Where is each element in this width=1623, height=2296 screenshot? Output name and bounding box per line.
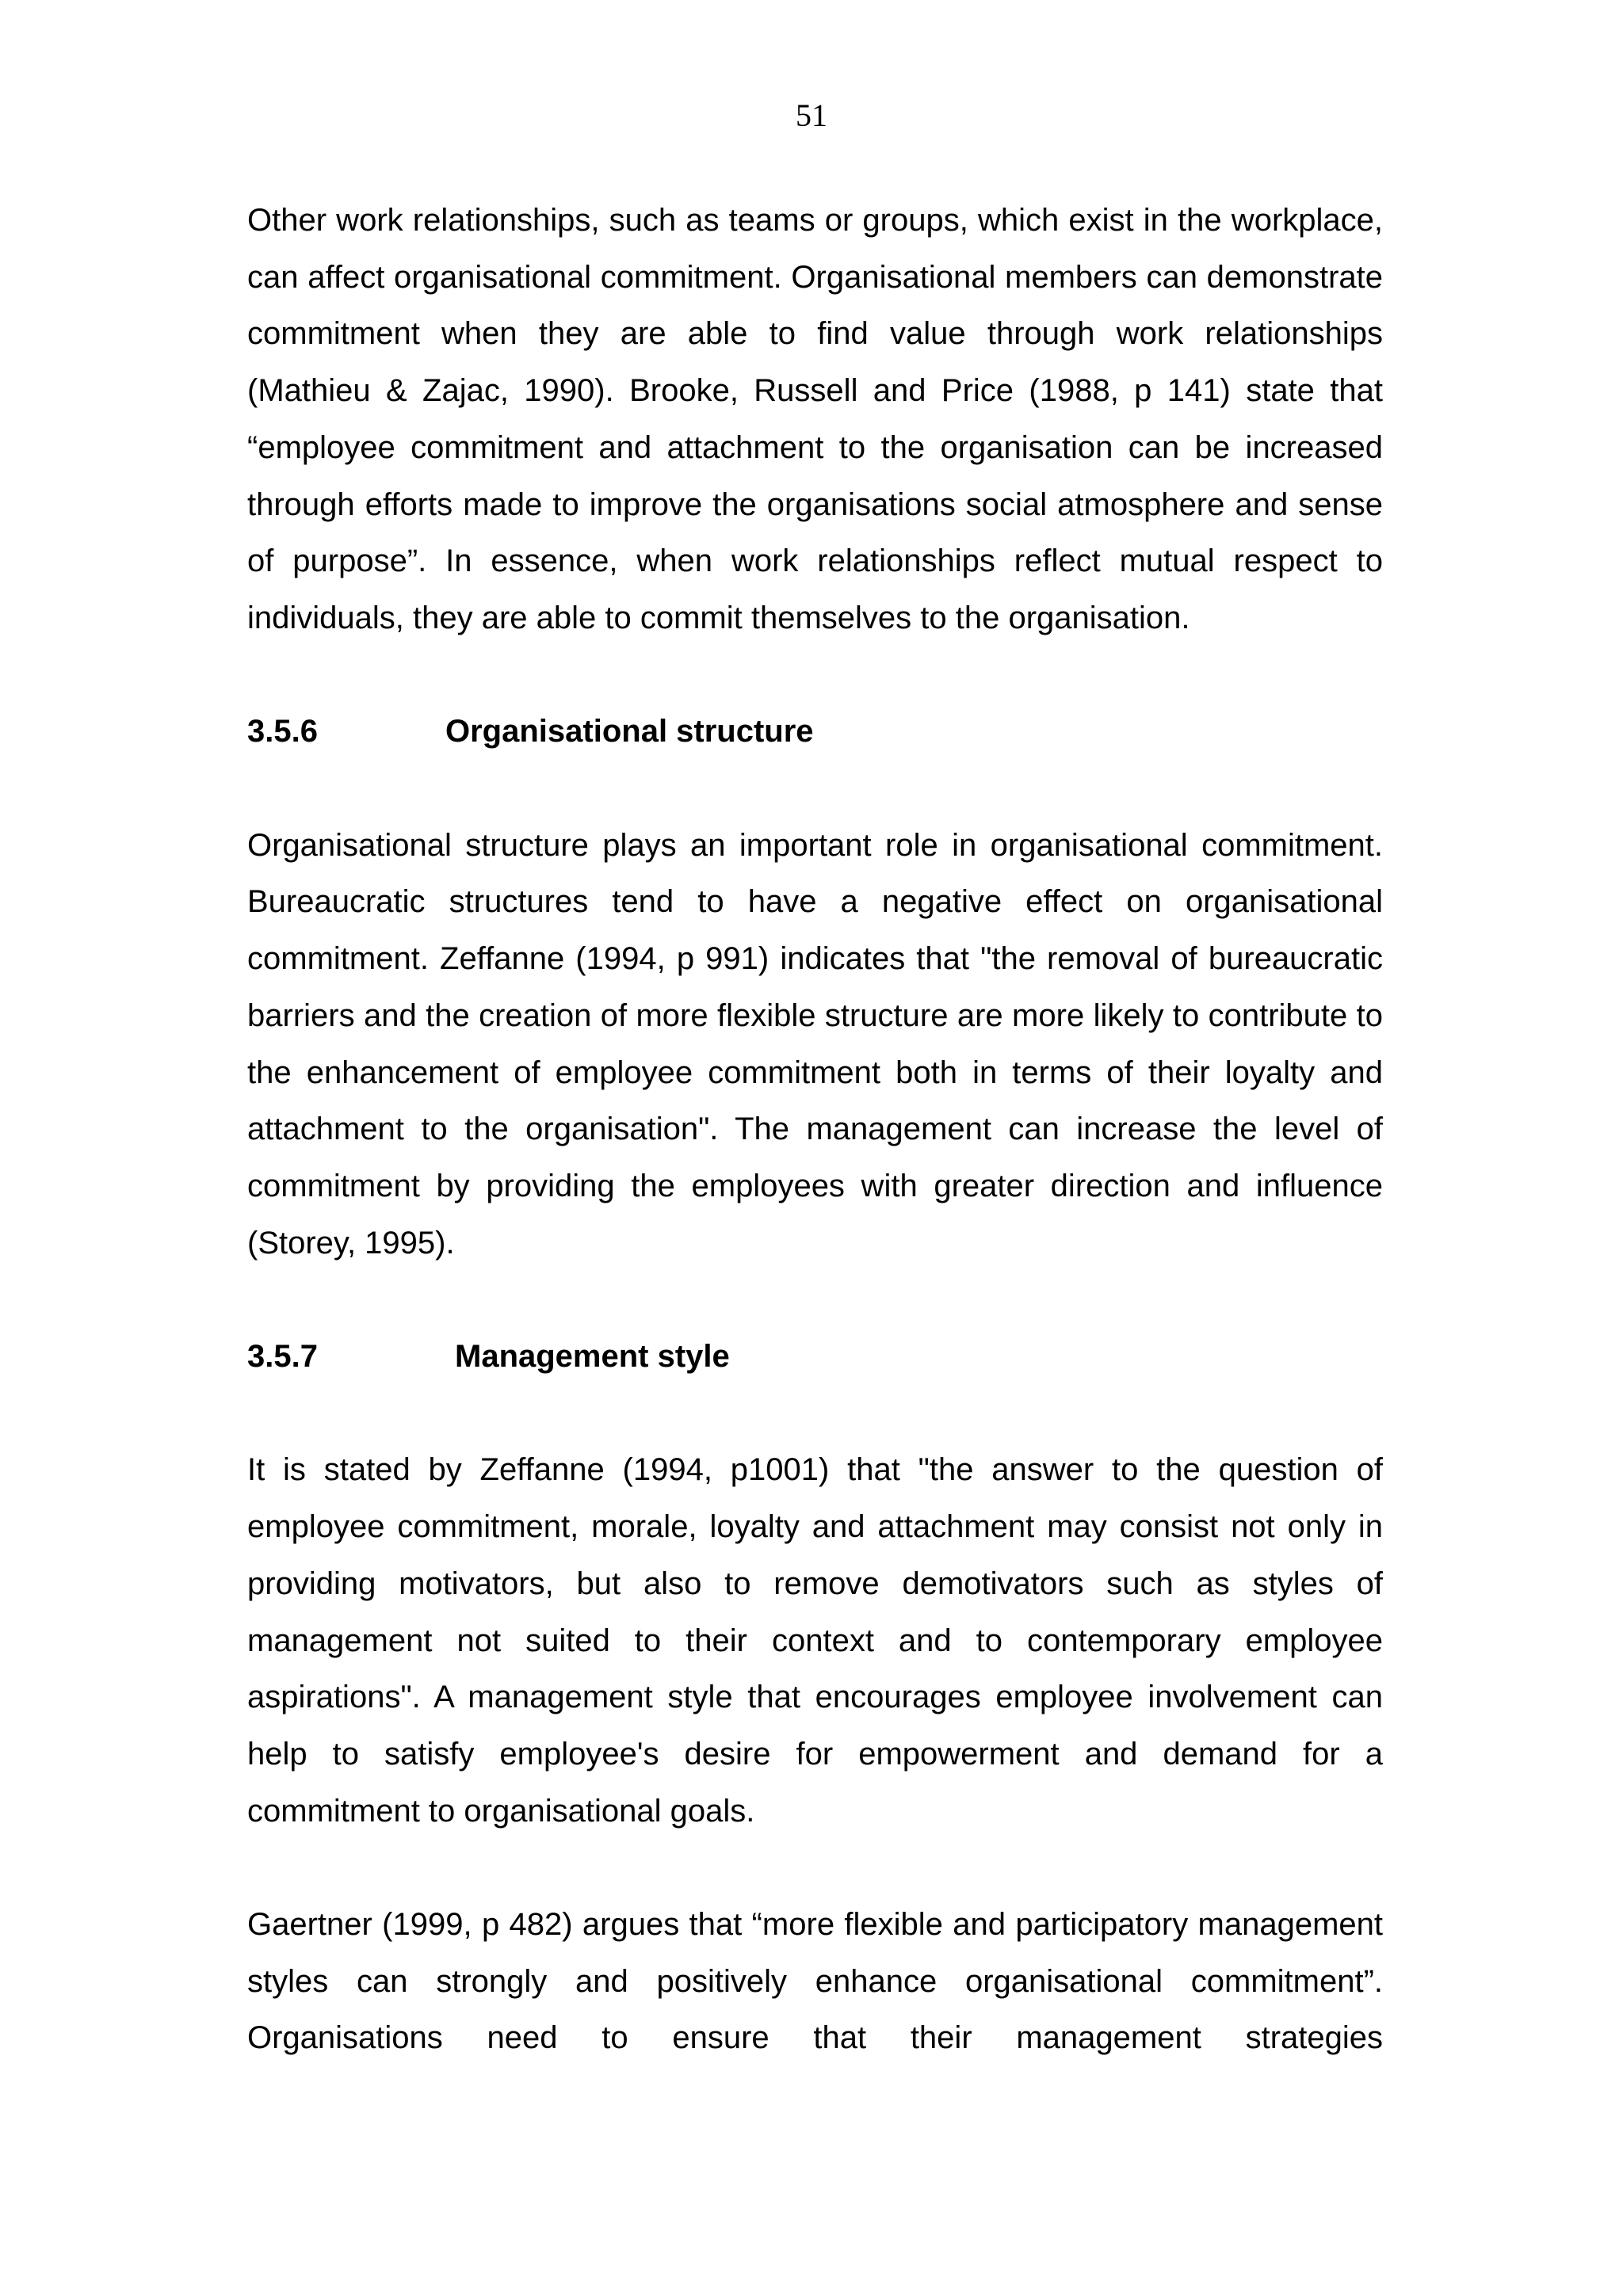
paragraph-work-relationships: Other work relationships, such as teams or groups, which exist in the workplace, can affect organisational commitment. Organisational members can demonstrate commitment when they are able to find value through work relationships (Mathieu & Zajac, 1990). Brooke, Russell and Price (1988, p 141) state that “employee commitment and attachment to the organisation can be increased through efforts made to improve the organisations social atmosphere and sense of purpose”. In essence, when work relationships reflect mutual respect to individuals, they are able to commit themselves to the organisation. [247, 203, 1383, 635]
paragraph-gaertner: Gaertner (1999, p 482) argues that “more flexible and participatory management styles can strongly and positively enhance organisational commitment”. Organisations need to ensure that their management strategies [247, 1907, 1383, 2056]
section-title: Organisational structure [445, 714, 814, 749]
section-title: Management style [455, 1339, 730, 1375]
section-number: 3.5.7 [247, 1339, 318, 1375]
section-heading-management-style [247, 1329, 1383, 1386]
paragraph-management-style: It is stated by Zeffanne (1994, p1001) that "the answer to the question of employee commitment, morale, loyalty and attachment may consist not only in providing motivators, but also to remove demotivators such as styles of management not suited to their context and to contemporary employee aspirations". A management style that encourages employee involvement can help to satisfy employee's desire for empowerment and demand for a commitment to organisational goals. [247, 1452, 1383, 1829]
section-number: 3.5.6 [247, 714, 318, 749]
section-heading-organisational-structure [247, 704, 1383, 761]
page-number: 51 [796, 97, 827, 133]
paragraph-organisational-structure: Organisational structure plays an important role in organisational commitment. Bureaucratic structures tend to have a negative effect on organisational commitment. Zeffanne (1994, p 991) indicates that "the removal of bureaucratic barriers and the creation of more flexible structure are more likely to contribute to the enhancement of employee commitment both in terms of their loyalty and attachment to the organisation". The management can increase the level of commitment by providing the employees with greater direction and influence (Storey, 1995). [247, 827, 1383, 1261]
document-body [247, 193, 1383, 2124]
